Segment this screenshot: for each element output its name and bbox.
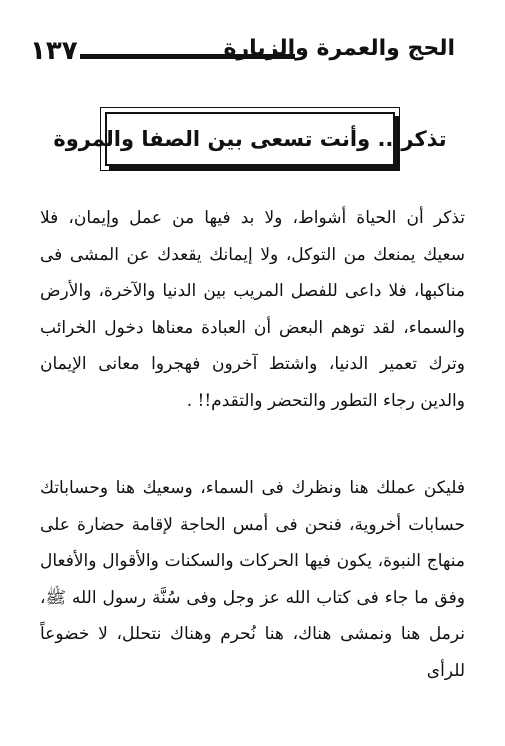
page-header: [30, 34, 455, 74]
body-paragraph-2: فليكن عملك هنا ونظرك فى السماء، وسعيك هنا وحساباتك حسابات أخروية، فنحن فى أمس الحاجة لإقامة حضارة على منهاج النبوة، يكون فيها الحركات والسكنات والأقوال والأفعال وفق ما جاء فى كتاب الله عز وجل وفى سُنَّة رسول الله ﷺ، نرمل هنا ونمشى هناك، هنا نُحرم وهناك نتحلل، لا خضوعاً للرأى: [40, 478, 465, 681]
title-box-inner-border: [53, 112, 447, 166]
body-paragraph-1: تذكر أن الحياة أشواط، ولا بد فيها من عمل وإيمان، فلا سعيك يمنعك من التوكل، ولا إيمانك يقعدك عن المشى فى مناكبها، فلا داعى للفصل المريب بين الدنيا والآخرة، والأرض والسماء، لقد توهم البعض أن العبادة معناها دخول الخرائب وترك تعمير الدنيا، واشتط آخرون فهجروا معانى الإيمان والدين رجاء التطور والتحضر والتقدم!! .: [40, 208, 465, 411]
section-title: تذكر... وأنت تسعى بين الصفا والمروة: [53, 127, 447, 151]
section-title-box: [53, 107, 447, 171]
running-title: الحج والعمرة والزيارة: [223, 36, 455, 61]
page-number: ١٣٧: [30, 36, 78, 66]
